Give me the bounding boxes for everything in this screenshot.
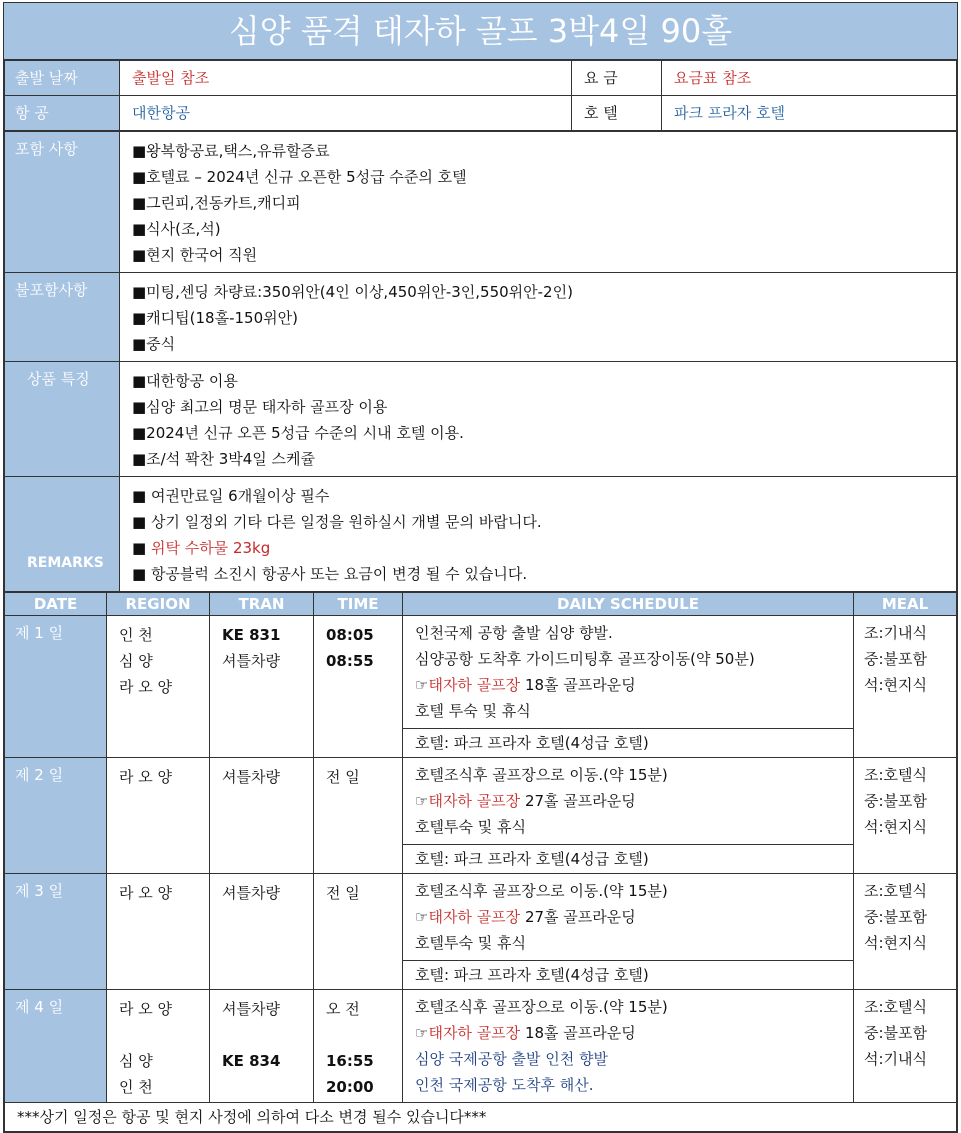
region-text: 라 오 양 (119, 1000, 173, 1018)
day-row (5, 874, 957, 990)
hotel-line: 호텔: 파크 프라자 호텔(4성급 호텔) (403, 960, 853, 989)
time-text: 08:55 (326, 652, 374, 670)
included-item: ■그린피,전동카트,캐디피 (132, 194, 301, 212)
excluded-item: ■중식 (132, 335, 176, 353)
time-text: 16:55 (326, 1052, 374, 1070)
excluded-item: ■캐디팁(18홀-150위안) (132, 309, 298, 327)
meal-text: 조:기내식 (864, 624, 928, 642)
features-section (5, 362, 957, 477)
golf-course-name: 태자하 골프장 (428, 792, 521, 810)
day-date: 제 4 일 (5, 990, 107, 1103)
remarks-section (5, 477, 957, 592)
meal-text: 중:불포함 (864, 908, 928, 926)
feature-item: ■조/석 꽉찬 3박4일 스케쥴 (132, 450, 316, 468)
header-time: TIME (314, 593, 403, 616)
region-text: 심 양 (119, 1052, 153, 1070)
time-text: 오 전 (326, 1000, 360, 1018)
airline-value: 대한항공 (120, 96, 572, 131)
schedule-line (415, 672, 853, 698)
included-item: ■왕복항공료,택스,유류할증료 (132, 142, 330, 160)
hotel-label: 호 텔 (572, 96, 662, 131)
schedule-header (5, 593, 957, 616)
golf-course-name: 태자하 골프장 (428, 676, 521, 694)
page-title: 심양 품격 태자하 골프 3박4일 90홀 (4, 3, 957, 60)
meal-text: 석:현지식 (864, 676, 928, 694)
schedule-line: 심양공항 도착후 가이드미팅후 골프장이동(약 50분) (415, 650, 755, 668)
header-region: REGION (107, 593, 210, 616)
included-item: ■식사(조,석) (132, 220, 221, 238)
schedule-line: 호텔투숙 및 휴식 (415, 818, 526, 836)
schedule-line (415, 904, 853, 930)
included-section (5, 132, 957, 273)
header-meal: MEAL (854, 593, 957, 616)
schedule-line: 인천 국제공항 도착후 해산. (415, 1076, 594, 1094)
header-date: DATE (5, 593, 107, 616)
included-label: 포함 사항 (5, 132, 120, 273)
airline-label: 항 공 (5, 96, 120, 131)
schedule-line: 호텔투숙 및 휴식 (415, 934, 526, 952)
time-text: 20:00 (326, 1078, 374, 1096)
schedule-table (4, 592, 957, 1132)
schedule-line: 호텔조식후 골프장으로 이동.(약 15분) (415, 766, 668, 784)
hand-pointer-icon: ☞ (415, 792, 429, 810)
schedule-line: 호텔조식후 골프장으로 이동.(약 15분) (415, 998, 668, 1016)
depart-value: 출발일 참조 (120, 61, 572, 96)
region-text: 심 양 (119, 652, 153, 670)
region-text (119, 1022, 209, 1048)
meal-text: 석:현지식 (864, 818, 928, 836)
baggage-remark: 위탁 수하물 23kg (150, 539, 271, 557)
price-label: 요 금 (572, 61, 662, 96)
excluded-item: ■미팅,센딩 차량료:350위안(4인 이상,450위안-3인,550위안-2인) (132, 283, 573, 301)
day-row (5, 990, 957, 1103)
region-text: 라 오 양 (119, 678, 173, 696)
meal-text: 석:기내식 (864, 1050, 928, 1068)
day-row (5, 758, 957, 874)
schedule-line: 인천국제 공항 출발 심양 향발. (415, 624, 613, 642)
region-text: 인 천 (119, 1078, 153, 1096)
hand-pointer-icon: ☞ (415, 1024, 429, 1042)
meal-text: 조:호텔식 (864, 998, 928, 1016)
footer-row (5, 1103, 957, 1132)
remark-item (132, 535, 956, 561)
golf-round-text: 18홀 골프라운딩 (520, 676, 636, 694)
transport-text (222, 1074, 313, 1100)
day-row (5, 616, 957, 758)
meal-text: 조:호텔식 (864, 882, 928, 900)
schedule-line (415, 1020, 853, 1046)
time-text: 전 일 (326, 768, 360, 786)
footer-note: ***상기 일정은 항공 및 현지 사정에 의하여 다소 변경 될수 있습니다*** (5, 1103, 957, 1132)
remark-item: ■ 여권만료일 6개월이상 필수 (132, 487, 330, 505)
transport-text: 셔틀차량 (222, 1000, 280, 1018)
remark-item: ■ 항공블럭 소진시 항공사 또는 요금이 변경 될 수 있습니다. (132, 565, 528, 583)
included-item: ■현지 한국어 직원 (132, 246, 258, 264)
itinerary-sheet (3, 2, 958, 1133)
feature-item: ■대한항공 이용 (132, 372, 238, 390)
hand-pointer-icon: ☞ (415, 676, 429, 694)
transport-text: 셔틀차량 (222, 768, 280, 786)
golf-course-name: 태자하 골프장 (428, 908, 521, 926)
excluded-section (5, 273, 957, 362)
time-text: 08:05 (326, 626, 374, 644)
golf-round-text: 27홀 골프라운딩 (520, 908, 636, 926)
header-tran: TRAN (210, 593, 314, 616)
meal-text: 중:불포함 (864, 1024, 928, 1042)
flight-number: KE 831 (222, 626, 281, 644)
header-schedule: DAILY SCHEDULE (403, 593, 854, 616)
schedule-line: 호텔조식후 골프장으로 이동.(약 15분) (415, 882, 668, 900)
price-value: 요금표 참조 (662, 61, 957, 96)
hotel-value: 파크 프라자 호텔 (662, 96, 957, 131)
flight-number: KE 834 (222, 1052, 281, 1070)
meal-text: 중:불포함 (864, 792, 928, 810)
meal-text: 석:현지식 (864, 934, 928, 952)
region-text: 인 천 (119, 626, 153, 644)
hand-pointer-icon: ☞ (415, 908, 429, 926)
excluded-label: 불포함사항 (5, 273, 120, 362)
feature-item: ■2024년 신규 오픈 5성급 수준의 시내 호텔 이용. (132, 424, 464, 442)
schedule-line: 심양 국제공항 출발 인천 향발 (415, 1050, 608, 1068)
day-date: 제 3 일 (5, 874, 107, 990)
golf-round-text: 27홀 골프라운딩 (520, 792, 636, 810)
transport-text: 셔틀차량 (222, 652, 280, 670)
time-text (326, 1022, 402, 1048)
details-table (4, 131, 957, 592)
meal-text: 조:호텔식 (864, 766, 928, 784)
hotel-line: 호텔: 파크 프라자 호텔(4성급 호텔) (403, 728, 853, 757)
feature-item: ■심양 최고의 명문 태자하 골프장 이용 (132, 398, 388, 416)
hotel-line: 호텔: 파크 프라자 호텔(4성급 호텔) (403, 844, 853, 873)
meal-text: 중:불포함 (864, 650, 928, 668)
transport-text (222, 1022, 313, 1048)
depart-label: 출발 날짜 (5, 61, 120, 96)
remarks-label: REMARKS (27, 555, 104, 571)
region-text: 라 오 양 (119, 884, 173, 902)
schedule-line (415, 788, 853, 814)
transport-text: 셔틀차량 (222, 884, 280, 902)
remark-bullet: ■ (132, 539, 151, 557)
features-label: 상품 특징 (5, 362, 120, 477)
region-text: 라 오 양 (119, 768, 173, 786)
time-text: 전 일 (326, 884, 360, 902)
included-item: ■호텔료 – 2024년 신규 오픈한 5성급 수준의 호텔 (132, 168, 467, 186)
day-date: 제 2 일 (5, 758, 107, 874)
schedule-line: 호텔 투숙 및 휴식 (415, 702, 531, 720)
day-date: 제 1 일 (5, 616, 107, 758)
info-table (4, 60, 957, 131)
golf-round-text: 18홀 골프라운딩 (520, 1024, 636, 1042)
remark-item: ■ 상기 일정외 기타 다른 일정을 원하실시 개별 문의 바랍니다. (132, 513, 542, 531)
golf-course-name: 태자하 골프장 (428, 1024, 521, 1042)
